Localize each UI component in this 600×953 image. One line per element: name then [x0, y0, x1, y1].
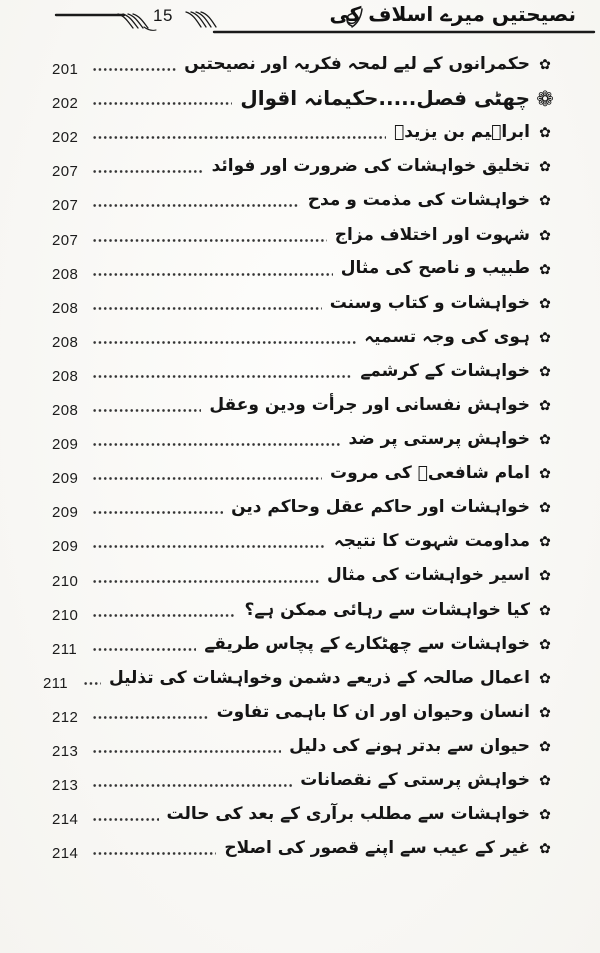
entry-page-number: 208 [52, 367, 79, 385]
toc-entry [52, 423, 558, 457]
entry-title: خواہشات سے مطلب برآری کے بعد کی حالت [166, 804, 530, 825]
rosette-small-icon: ✿ [539, 807, 551, 824]
dot-leader [92, 307, 322, 310]
dot-leader [92, 102, 232, 105]
toc-entry [52, 832, 558, 866]
dot-leader [92, 818, 159, 821]
dot-leader [92, 614, 236, 617]
entry-title: خواہش پرستی پر ضد [348, 429, 530, 450]
entry-title: کیا خواہشات سے رہائی ممکن ہے؟ [244, 599, 530, 620]
page-number: 15 [153, 6, 173, 25]
dot-leader [92, 443, 340, 446]
dot-leader [92, 784, 292, 787]
rosette-small-icon: ✿ [539, 568, 551, 585]
rosette-small-icon: ✿ [539, 636, 551, 653]
toc-entry [52, 457, 558, 491]
dot-leader [83, 682, 101, 685]
entry-page-number: 213 [52, 777, 79, 795]
rosette-small-icon: ✿ [539, 602, 551, 619]
dot-leader [92, 852, 216, 855]
rosette-small-icon: ✿ [539, 261, 551, 278]
rosette-large-icon: ❁ [536, 87, 554, 112]
rosette-small-icon: ✿ [539, 466, 551, 483]
rosette-small-icon: ✿ [539, 363, 551, 380]
toc-entry [52, 116, 558, 150]
rosette-small-icon: ✿ [539, 57, 551, 74]
entry-page-number: 207 [52, 163, 79, 181]
entry-page-number: 208 [52, 333, 79, 351]
entry-title: ابراہیم بن یزیدؒ [394, 121, 530, 142]
entry-page-number: 211 [52, 640, 78, 658]
entry-page-number: 201 [52, 61, 79, 79]
entry-page-number: 209 [52, 504, 79, 522]
entry-page-number: 202 [52, 129, 79, 147]
entry-page-number: 209 [52, 470, 79, 488]
dot-leader [92, 648, 196, 651]
toc-entry [42, 662, 558, 696]
right-swoosh-icon [186, 12, 216, 27]
dot-leader [92, 136, 386, 139]
toc-entry [52, 150, 558, 184]
toc-list [0, 48, 600, 866]
entry-title: خواہشات اور حاکم عقل وحاکم دین [231, 497, 530, 518]
rosette-small-icon: ✿ [539, 329, 551, 346]
dot-leader [92, 273, 333, 276]
entry-title: تخلیق خواہشات کی ضرورت اور فوائد [211, 156, 530, 177]
dot-leader [92, 68, 176, 71]
entry-title: مداومت شہوت کا نتیجہ [333, 531, 530, 552]
rosette-small-icon: ✿ [539, 125, 551, 142]
toc-entry [52, 696, 558, 730]
dot-leader [92, 409, 201, 412]
dot-leader [92, 580, 319, 583]
rosette-small-icon: ✿ [539, 773, 551, 790]
rosette-small-icon: ✿ [539, 500, 551, 517]
toc-entry [52, 730, 558, 764]
dot-leader [92, 375, 352, 378]
entry-title: خواہشات و کتاب وسنت [329, 292, 530, 313]
toc-entry [52, 559, 558, 593]
book-title: نصیحتیں میرے اسلاف کی [329, 2, 576, 26]
toc-entry [52, 491, 558, 525]
toc-entry [52, 525, 558, 559]
entry-page-number: 214 [52, 845, 79, 863]
toc-entry [52, 321, 558, 355]
entry-page-number: 208 [52, 265, 79, 283]
entry-page-number: 211 [42, 674, 69, 692]
entry-title: انسان وحیوان اور ان کا باہمی تفاوت [216, 701, 530, 722]
entry-page-number: 212 [52, 708, 79, 726]
entry-title: شہوت اور اختلاف مزاج [334, 224, 530, 245]
dot-leader [92, 239, 327, 242]
entry-title: حیوان سے بدتر ہونے کی دلیل [289, 735, 530, 756]
entry-page-number: 209 [52, 436, 79, 454]
entry-title: خواہشات کی مذمت و مدح [307, 190, 530, 211]
toc-entry [52, 184, 558, 218]
entry-page-number: 208 [52, 402, 79, 420]
entry-page-number: 202 [52, 95, 79, 113]
entry-title: خواہشات سے چھٹکارے کے پچاس طریقے [204, 633, 530, 654]
dot-leader [92, 204, 300, 207]
toc-entry [52, 628, 558, 662]
entry-title: حکمرانوں کے لیے لمحہ فکریہ اور نصیحتیں [184, 54, 530, 75]
rosette-small-icon: ✿ [539, 841, 551, 858]
entry-title: اعمال صالحہ کے ذریعے دشمن وخواہشات کی تذلیل [108, 667, 530, 688]
left-swoosh-icon [118, 14, 156, 30]
entry-title: طبیب و ناصح کی مثال [340, 258, 530, 279]
entry-page-number: 210 [52, 572, 79, 590]
entry-page-number: 207 [52, 197, 79, 215]
entry-title: امام شافعیؒ کی مروت [329, 462, 530, 483]
rosette-small-icon: ✿ [539, 227, 551, 244]
rosette-small-icon: ✿ [539, 738, 551, 755]
toc-entry [52, 48, 558, 82]
page-header [0, 0, 600, 46]
dot-leader [92, 170, 204, 173]
rosette-small-icon: ✿ [539, 295, 551, 312]
rosette-small-icon: ✿ [539, 193, 551, 210]
toc-entry [52, 389, 558, 423]
toc-entry [52, 82, 558, 116]
dot-leader [92, 341, 356, 344]
rosette-small-icon: ✿ [539, 397, 551, 414]
entry-title: چھٹی فصل.....حکیمانہ اقوال [240, 86, 530, 111]
entry-page-number: 208 [52, 299, 79, 317]
toc-entry [52, 594, 558, 628]
toc-entry [52, 218, 558, 252]
entry-title: ہوی کی وجہ تسمیہ [364, 326, 530, 347]
entry-page-number: 207 [52, 231, 79, 249]
entry-title: خواہش نفسانی اور جرأت ودین وعقل [209, 394, 530, 415]
dot-leader [92, 545, 326, 548]
rosette-small-icon: ✿ [539, 432, 551, 449]
rosette-small-icon: ✿ [539, 670, 551, 687]
toc-entry [52, 764, 558, 798]
rosette-small-icon: ✿ [539, 159, 551, 176]
entry-page-number: 210 [52, 606, 79, 624]
toc-entry [52, 287, 558, 321]
entry-title: اسیر خواہشات کی مثال [327, 565, 530, 586]
dot-leader [92, 750, 281, 753]
toc-entry [52, 355, 558, 389]
entry-title: خواہش پرستی کے نقصانات [300, 770, 530, 791]
toc-entry [52, 798, 558, 832]
rosette-small-icon: ✿ [539, 704, 551, 721]
dot-leader [92, 716, 209, 719]
dot-leader [92, 477, 322, 480]
entry-title: خواہشات کے کرشمے [360, 360, 530, 381]
entry-page-number: 209 [52, 538, 79, 556]
entry-page-number: 214 [52, 811, 79, 829]
dot-leader [92, 511, 223, 514]
rosette-small-icon: ✿ [539, 534, 551, 551]
entry-title: غیر کے عیب سے اپنے قصور کی اصلاح [224, 838, 530, 859]
toc-entry [52, 253, 558, 287]
entry-page-number: 213 [52, 742, 79, 760]
